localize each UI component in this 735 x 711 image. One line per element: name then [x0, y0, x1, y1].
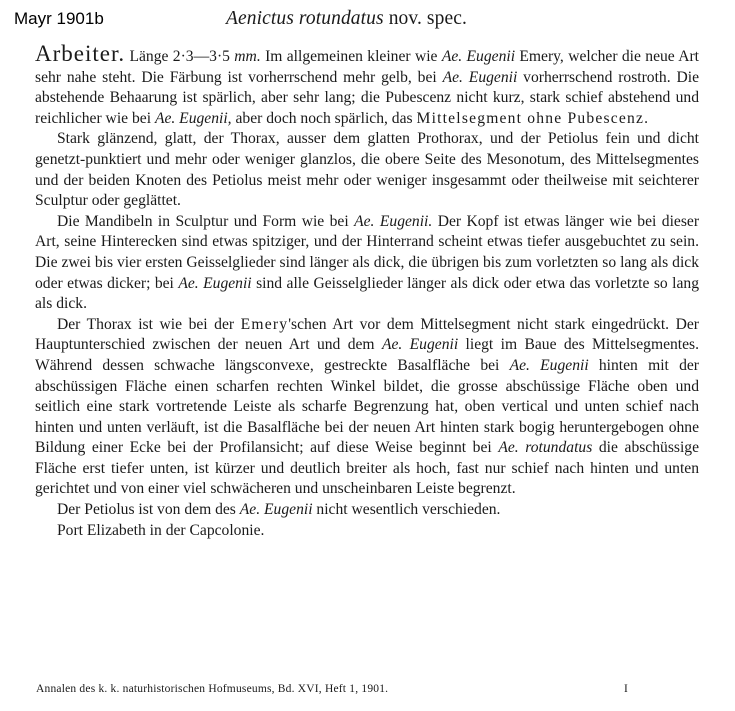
species-ref: Ae. Eugenii — [178, 274, 252, 292]
species-ref: Ae. Eugenii. — [354, 212, 433, 230]
text-run: liegt im Baue des Mittelsegmentes. Während dessen schwache längsconvexe, gestreckte Basalfläche bei — [35, 336, 700, 374]
species-ref: Ae. Eugenii — [239, 501, 313, 519]
paragraph-sculpture: Stark glänzend, glatt, der Thorax, ausser dem glatten Prothorax, und der Petiolus fein und dicht genetzt-punktiert und mehr oder weniger glanzlos, die obere Seite des Mesonotum, des Mittelsegmentes und der beiden Knoten des Petiolus meist mehr oder weniger insgesammt oder theilweise mit seichterer Sculptur oder geglättet. — [35, 130, 699, 210]
text-run: Der Thorax ist wie bei der — [57, 315, 241, 333]
paragraph-thorax — [35, 315, 699, 500]
author-name: Emery — [240, 315, 289, 333]
source-tag: Mayr 1901b — [14, 9, 104, 28]
journal-footer: Annalen des k. k. naturhistorischen Hofmuseums, Bd. XVI, Heft 1, 1901. — [36, 683, 389, 695]
text-run: Im allgemeinen kleiner wie — [260, 48, 442, 65]
paragraph-head — [35, 212, 699, 315]
species-ref: Ae. Eugenii — [442, 68, 518, 86]
text-run: Emery, welcher die neue Art sehr nahe steht. Die Färbung ist vorherrschend mehr gelb, bei — [35, 48, 700, 86]
species-ref: Ae. Eugenii — [509, 356, 589, 374]
text-run: sind alle Geisselglieder länger als dick oder etwa das vorletzte so lang als dick. — [35, 274, 699, 313]
paragraph-locality: Port Elizabeth in der Capcolonie. — [57, 521, 265, 539]
text-run: Länge 2·3—3·5 — [125, 48, 235, 65]
species-ref: Ae. Eugenii, — [154, 109, 232, 127]
text-run: Die Mandibeln in Sculptur und Form wie bei — [57, 212, 355, 230]
text-run: aber doch noch spärlich, das — [231, 109, 417, 127]
species-name: Aenictus rotundatus — [226, 8, 384, 29]
species-ref: Ae. rotundatus — [498, 439, 593, 457]
text-run: Der Petiolus ist von dem des — [57, 501, 240, 519]
species-suffix: nov. spec. — [388, 8, 467, 29]
text-run: Der Kopf ist etwas länger wie bei dieser Art, seine Hinterecken sind etwas spitziger, und der Hinterrand scheint etwas tiefer ausgebuchtet zu sein. Die zwei bis vier ersten Geisselglieder sind länger als dick, die übrigen bis zum vorletzten so lang als dick oder etwas dicker; bei — [35, 212, 700, 292]
paragraph-worker — [35, 41, 700, 129]
species-ref: Ae. Eugenii — [441, 48, 516, 65]
section-lead: Arbeiter. — [35, 41, 126, 66]
paragraph-petiolus — [35, 500, 699, 521]
description-text — [35, 41, 700, 541]
species-ref: Ae. Eugenii — [381, 336, 459, 354]
text-run: vorherrschend rostroth. Die abstehende Behaarung ist spärlich, aber sehr lang; die Pubescenz nicht kurz, stark schief abstehend und reichlicher wie bei — [35, 68, 699, 127]
page-number: I — [624, 683, 628, 695]
page-title — [226, 8, 467, 30]
text-run: 'schen Art vor dem Mittelsegment nicht stark eingedrückt. Der Hauptunterschied zwischen der neuen Art und dem — [35, 315, 699, 354]
text-run: die abschüssige Fläche erst tiefer unten, ist kürzer und deutlich breiter als hoch, fast nur schief nach hinten und unten gerichtet und von einer viel schwächeren und unscheinbaren Leiste begrenzt. — [35, 439, 700, 498]
text-run: nicht wesentlich verschieden. — [312, 501, 501, 519]
spaced-text: Mittelsegment ohne Pubescenz. — [416, 109, 650, 127]
text-run: hinten mit der abschüssigen Fläche einen scharfen rechten Winkel bildet, die grosse abschüssige Fläche oben und seitlich eine stark vortretende Leiste als scharfe Begrenzung hat, oben vertical und unten schief nach hinten und unten verläuft, ist die Basalfläche bei der neuen Art hinten stark bogig heruntergebogen ohne Bildung einer Ecke bei der Profilansicht; auf diese Weise beginnt bei — [35, 356, 699, 457]
unit: mm. — [234, 48, 261, 65]
